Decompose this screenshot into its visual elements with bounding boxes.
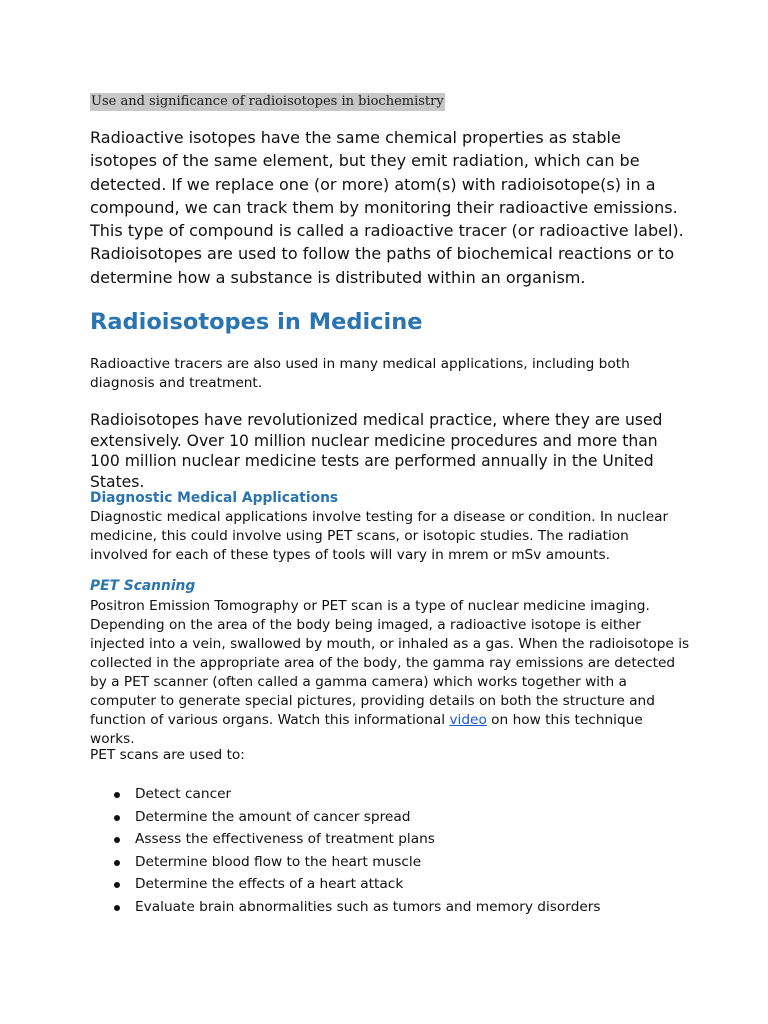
bullet-icon [114, 792, 120, 798]
list-item-text: Assess the effectiveness of treatment plans [135, 831, 435, 848]
pet-paragraph [90, 597, 690, 749]
pet-heading: PET Scanning [90, 578, 196, 594]
diagnostic-heading: Diagnostic Medical Applications [90, 490, 339, 506]
pet-text-before-link: Positron Emission Tomography or PET scan is a type of nuclear medicine imaging. Depending on the area of the body being imaged, a radioactive isotope is either injected into a vein, swallowed by mouth, or inhaled as a gas. When the radioisotope is collected in the appropriate area of the body, the gamma ray emissions are detected by a PET scanner (often called a gamma camera) which works together with a computer to generate special pictures, providing details on both the structure and function of various organs. Watch this informational [90, 598, 690, 728]
list-item [90, 896, 690, 919]
list-item [90, 828, 690, 851]
list-item [90, 783, 690, 806]
section-title: Radioisotopes in Medicine [90, 309, 423, 335]
bullet-icon [114, 882, 120, 888]
pet-uses-intro: PET scans are used to: [90, 747, 245, 763]
bullet-icon [114, 815, 120, 821]
list-item-text: Determine the amount of cancer spread [135, 808, 411, 825]
bullet-icon [114, 860, 120, 866]
list-item [90, 806, 690, 829]
video-link[interactable]: video [449, 712, 487, 728]
revolution-paragraph: Radioisotopes have revolutionized medical practice, where they are used extensively. Over 10 million nuclear medicine procedures and more than 100 million nuclear medicine tests are performed annually in the United States. [90, 411, 663, 491]
list-item-text: Evaluate brain abnormalities such as tumors and memory disorders [135, 898, 601, 915]
tracers-paragraph: Radioactive tracers are also used in many medical applications, including both diagnosis and treatment. [90, 356, 630, 391]
highlighted-caption: Use and significance of radioisotopes in biochemistry [91, 94, 444, 109]
diagnostic-paragraph: Diagnostic medical applications involve testing for a disease or condition. In nuclear medicine, this could involve using PET scans, or isotopic studies. The radiation involved for each of these types of tools will vary in mrem or mSv amounts. [90, 509, 669, 563]
bullet-icon [114, 905, 120, 911]
pet-text-after-link: on how this technique works. [90, 712, 643, 747]
list-item-text: Detect cancer [135, 786, 232, 802]
list-item-text: Determine blood flow to the heart muscle [135, 853, 422, 870]
bullet-icon [114, 837, 120, 843]
list-item-text: Determine the effects of a heart attack [135, 876, 404, 893]
pet-uses-list [90, 783, 690, 919]
list-item [90, 851, 690, 874]
list-item [90, 873, 690, 896]
intro-paragraph: Radioactive isotopes have the same chemical properties as stable isotopes of the same element, but they emit radiation, which can be detected. If we replace one (or more) atom(s) with radioisotope(s) in a compound, we can track them by monitoring their radioactive emissions. This type of compound is called a radioactive tracer (or radioactive label). Radioisotopes are used to follow the paths of biochemical reactions or to determine how a substance is distributed within an organism. [90, 128, 684, 287]
